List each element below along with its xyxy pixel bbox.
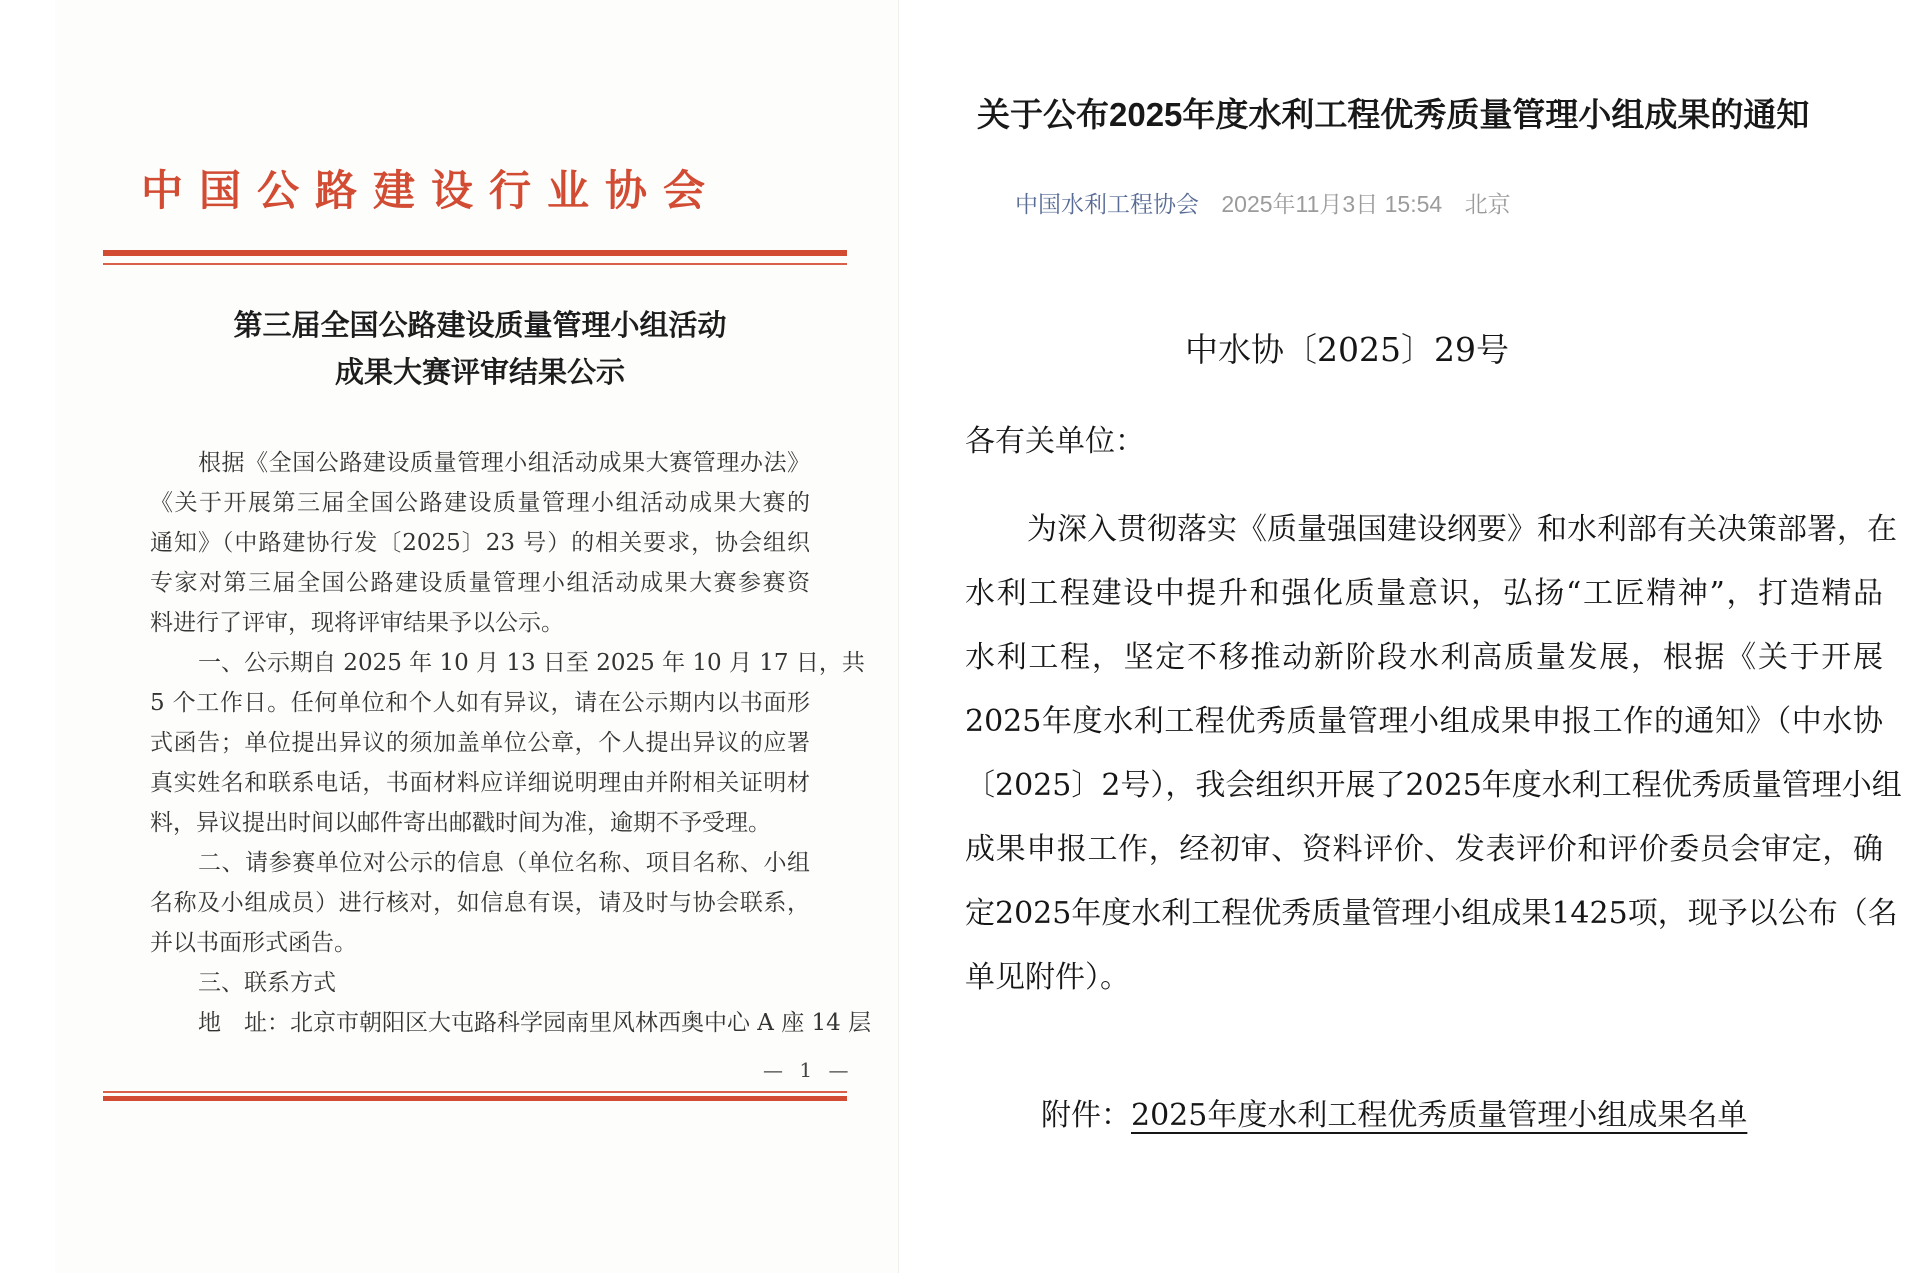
association-letterhead: 中国公路建设行业协会 — [141, 166, 722, 215]
notice-line: 〔2025〕2号），我会组织开展了2025年度水利工程优秀质量管理小组 — [965, 768, 1902, 803]
salutation: 各有关单位： — [965, 424, 1145, 459]
document-line: 三、联系方式 — [198, 970, 336, 996]
notice-byline — [1015, 186, 1511, 219]
publish-datetime: 2025年11月3日 15:54 — [1221, 191, 1443, 217]
document-line: 根据《全国公路建设质量管理小组活动成果大赛管理办法》 — [198, 450, 810, 476]
notice-line: 单见附件）。 — [965, 960, 1130, 995]
page-number: — 1 — — [763, 1058, 854, 1082]
document-line: 二、请参赛单位对公示的信息（单位名称、项目名称、小组 — [198, 850, 810, 876]
letterhead-rule-thin — [103, 263, 847, 265]
publisher-account-link[interactable]: 中国水利工程协会 — [1015, 191, 1199, 217]
document-line: 名称及小组成员）进行核对，如信息有误，请及时与协会联系， — [150, 890, 810, 916]
attachment-row — [1041, 1090, 1747, 1134]
footer-rule-thin — [103, 1091, 847, 1093]
notice-body — [965, 498, 1902, 1010]
notice-line: 水利工程建设中提升和强化质量意识，弘扬“工匠精神”，打造精品 — [965, 576, 1883, 611]
document-title-line1: 第三届全国公路建设质量管理小组活动 — [233, 308, 727, 342]
document-number: 中水协〔2025〕29号 — [1185, 330, 1509, 369]
notice-line: 水利工程，坚定不移推动新阶段水利高质量发展，根据《关于开展 — [965, 640, 1883, 675]
letterhead-rule-thick — [103, 250, 847, 256]
document-line: 料，异议提出时间以邮件寄出邮戳时间为准，逾期不予受理。 — [150, 810, 771, 836]
document-line: 5 个工作日。任何单位和个人如有异议，请在公示期内以书面形 — [150, 690, 810, 716]
notice-title: 关于公布2025年度水利工程优秀质量管理小组成果的通知 — [977, 96, 1810, 133]
document-line: 《关于开展第三届全国公路建设质量管理小组活动成果大赛的 — [150, 490, 810, 516]
notice-line: 成果申报工作，经初审、资料评价、发表评价和评价委员会审定，确 — [965, 832, 1883, 867]
scanned-document-page — [55, 0, 898, 1273]
notice-line: 定2025年度水利工程优秀质量管理小组成果1425项，现予以公布（名 — [965, 896, 1898, 931]
notice-line: 2025年度水利工程优秀质量管理小组成果申报工作的通知》（中水协 — [965, 704, 1883, 739]
document-body — [150, 443, 872, 1043]
document-title-line2: 成果大赛评审结果公示 — [334, 355, 625, 389]
document-line: 专家对第三届全国公路建设质量管理小组活动成果大赛参赛资 — [150, 570, 810, 596]
document-line: 地 址：北京市朝阳区大屯路科学园南里风林西奥中心 A 座 14 层 — [198, 1010, 872, 1036]
attachment-label: 附件： — [1041, 1098, 1131, 1133]
web-notice-page — [898, 0, 1920, 1273]
publish-location: 北京 — [1464, 191, 1511, 217]
notice-line: 为深入贯彻落实《质量强国建设纲要》和水利部有关决策部署，在 — [1027, 512, 1897, 547]
document-line: 一、公示期自 2025 年 10 月 13 日至 2025 年 10 月 17 日，共 — [198, 650, 865, 676]
document-line: 真实姓名和联系电话，书面材料应详细说明理由并附相关证明材 — [150, 770, 810, 796]
document-line: 并以书面形式函告。 — [150, 930, 357, 956]
footer-rule-thick — [103, 1096, 847, 1101]
attachment-link[interactable]: 2025年度水利工程优秀质量管理小组成果名单 — [1131, 1098, 1748, 1133]
document-line: 式函告；单位提出异议的须加盖单位公章，个人提出异议的应署 — [150, 730, 810, 756]
document-line: 通知》（中路建协行发〔2025〕23 号）的相关要求，协会组织 — [150, 530, 810, 556]
document-line: 料进行了评审，现将评审结果予以公示。 — [150, 610, 564, 636]
